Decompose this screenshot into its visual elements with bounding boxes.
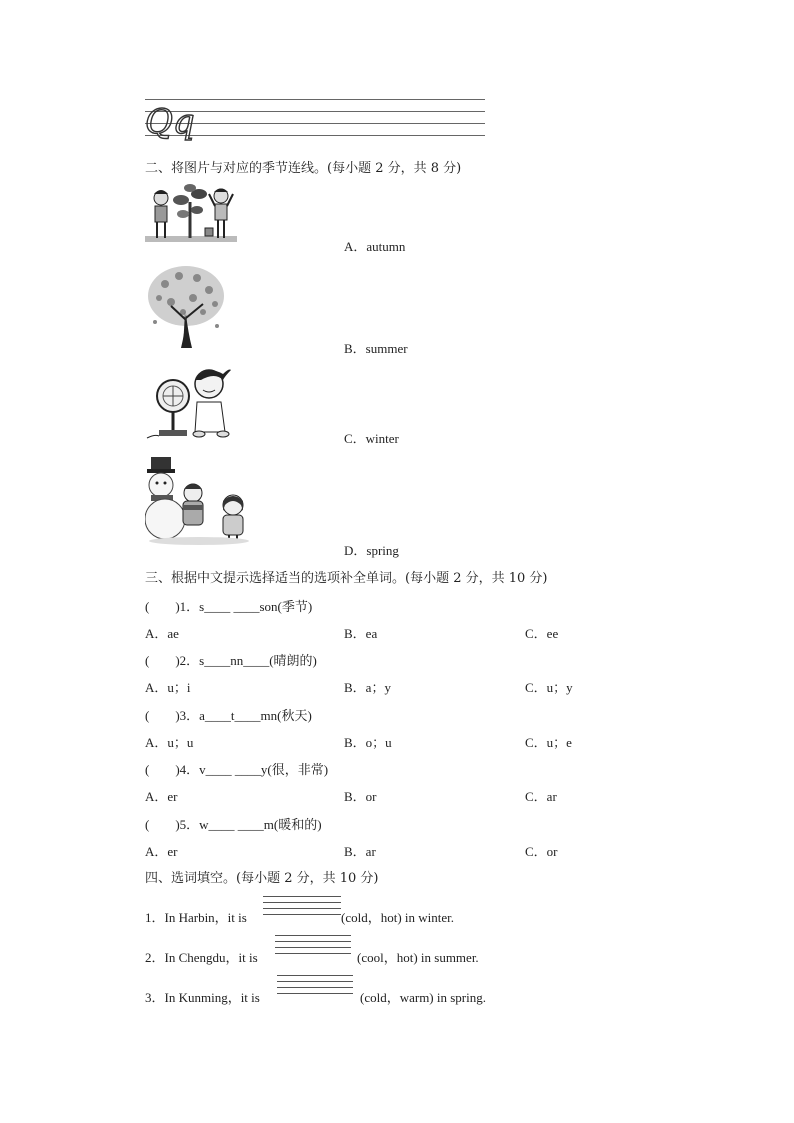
fill-item-2-pre: 2．In Chengdu，it is xyxy=(145,950,258,965)
question-3-option-b: B．o；u xyxy=(344,735,392,750)
question-2-option-b: B．a；y xyxy=(344,680,391,695)
question-4-option-c: C．ar xyxy=(525,789,557,804)
snowman-kids-picture xyxy=(145,455,253,545)
fill-item-1-post: (cold，hot) in winter. xyxy=(341,910,455,925)
question-3-stem: ( )3．a____t____mn(秋天) xyxy=(145,708,312,723)
question-3-option-c: C．u；e xyxy=(525,735,572,750)
fill-item-1-answer-box[interactable] xyxy=(263,896,341,916)
option-a: A．autumn xyxy=(344,239,406,254)
section2-title: 二、将图片与对应的季节连线。(每小题 2 分，共 8 分) xyxy=(145,161,462,176)
question-2-stem: ( )2．s____nn____(晴朗的) xyxy=(145,653,317,668)
question-5-option-b: B．ar xyxy=(344,844,376,859)
svg-text:Qq: Qq xyxy=(145,102,195,142)
question-1-option-b: B．ea xyxy=(344,626,378,641)
girl-with-fan-picture xyxy=(145,362,235,442)
fill-item-3-post: (cold，warm) in spring. xyxy=(360,990,487,1005)
question-4-stem: ( )4．v____ ____y(很，非常) xyxy=(145,762,329,777)
question-2-option-c: C．u；y xyxy=(525,680,573,695)
fill-item-2-answer-box[interactable] xyxy=(275,935,351,955)
fill-item-1-pre: 1．In Harbin，it is xyxy=(145,910,247,925)
section4-title: 四、选词填空。(每小题 2 分，共 10 分) xyxy=(145,871,379,886)
fill-item-2-post: (cool，hot) in summer. xyxy=(357,950,479,965)
question-5-stem: ( )5．w____ ____m(暖和的) xyxy=(145,817,322,832)
handwriting-qq xyxy=(145,97,225,145)
fill-item-3-pre: 3．In Kunming，it is xyxy=(145,990,260,1005)
question-1-option-a: A．ae xyxy=(145,626,179,641)
fill-item-3-answer-box[interactable] xyxy=(277,975,353,995)
option-c: C．winter xyxy=(344,431,399,446)
autumn-tree-picture xyxy=(145,262,227,350)
kids-planting-tree-picture xyxy=(145,180,237,246)
option-d: D．spring xyxy=(344,543,399,558)
question-5-option-a: A．er xyxy=(145,844,178,859)
question-4-option-a: A．er xyxy=(145,789,178,804)
question-1-option-c: C．ee xyxy=(525,626,559,641)
handwriting-lines xyxy=(145,99,485,147)
section3-title: 三、根据中文提示选择适当的选项补全单词。(每小题 2 分，共 10 分) xyxy=(145,571,548,586)
question-3-option-a: A．u；u xyxy=(145,735,194,750)
question-1-stem: ( )1．s____ ____son(季节) xyxy=(145,599,313,614)
question-4-option-b: B．or xyxy=(344,789,377,804)
question-5-option-c: C．or xyxy=(525,844,558,859)
option-b: B．summer xyxy=(344,341,408,356)
question-2-option-a: A．u；i xyxy=(145,680,191,695)
